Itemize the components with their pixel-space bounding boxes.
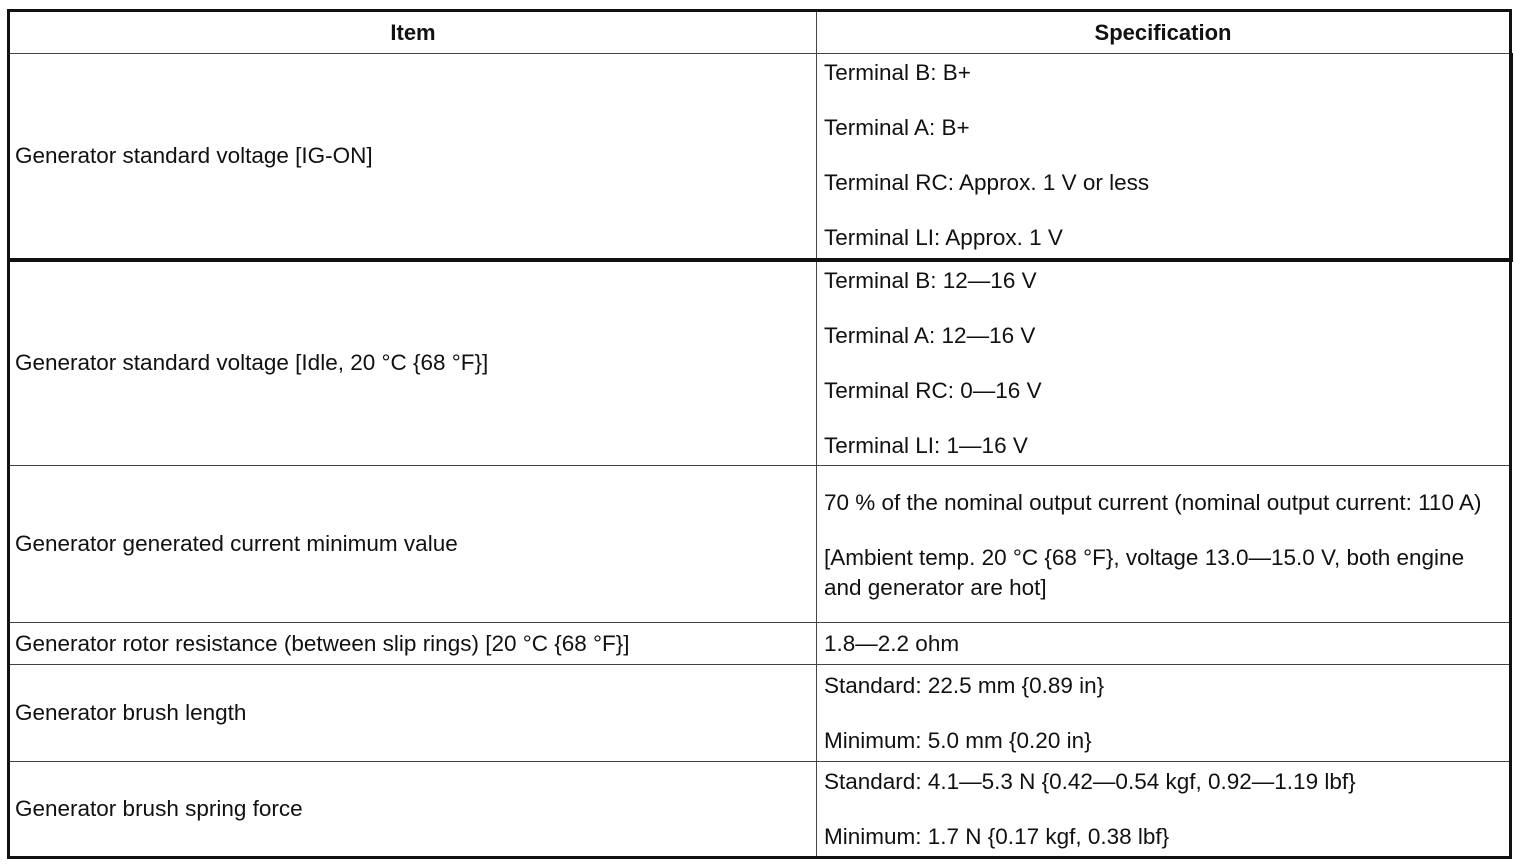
spec-line: 70 % of the nominal output current (nominal output current: 110 A) <box>824 489 1482 515</box>
spec-line: Terminal A: B+ <box>824 115 970 141</box>
item-cell: Generator rotor resistance (between slip rings) [20 °C {68 °F}] <box>9 623 817 665</box>
table-row <box>9 260 1511 466</box>
table-row <box>9 54 1511 260</box>
specification-table <box>7 9 1513 859</box>
specification-cell <box>817 665 1511 762</box>
specification-cell <box>817 54 1511 260</box>
table-row <box>9 665 1511 762</box>
specification-cell <box>817 260 1511 466</box>
item-cell: Generator standard voltage [Idle, 20 °C {68 °F}] <box>9 260 817 466</box>
spec-line: Terminal LI: 1—16 V <box>824 432 1028 458</box>
spec-line: Terminal A: 12—16 V <box>824 322 1036 348</box>
spec-line: Terminal B: B+ <box>824 60 971 86</box>
spec-line: Terminal B: 12—16 V <box>824 267 1037 293</box>
spec-line: Minimum: 1.7 N {0.17 kgf, 0.38 lbf} <box>824 823 1170 849</box>
spec-line: 1.8—2.2 ohm <box>824 630 960 656</box>
spec-line: Terminal LI: Approx. 1 V <box>824 225 1063 251</box>
spec-line: Standard: 4.1—5.3 N {0.42—0.54 kgf, 0.92—1.19 lbf} <box>824 768 1356 794</box>
specification-cell <box>817 762 1511 858</box>
table-row <box>9 623 1511 665</box>
spec-line: Standard: 22.5 mm {0.89 in} <box>824 672 1105 698</box>
specification-column-header: Specification <box>817 11 1511 54</box>
specification-cell <box>817 623 1511 665</box>
spec-line: Minimum: 5.0 mm {0.20 in} <box>824 727 1092 753</box>
item-cell: Generator standard voltage [IG-ON] <box>9 54 817 260</box>
header-row <box>9 11 1511 54</box>
spec-line: Terminal RC: Approx. 1 V or less <box>824 170 1150 196</box>
item-cell: Generator brush length <box>9 665 817 762</box>
table-row <box>9 762 1511 858</box>
spec-line: Terminal RC: 0—16 V <box>824 377 1042 403</box>
item-column-header: Item <box>9 11 817 54</box>
specification-cell <box>817 466 1511 623</box>
item-cell: Generator brush spring force <box>9 762 817 858</box>
item-cell: Generator generated current minimum value <box>9 466 817 623</box>
table-row <box>9 466 1511 623</box>
spec-line: [Ambient temp. 20 °C {68 °F}, voltage 13.0—15.0 V, both engine and generator are hot] <box>824 544 1465 600</box>
